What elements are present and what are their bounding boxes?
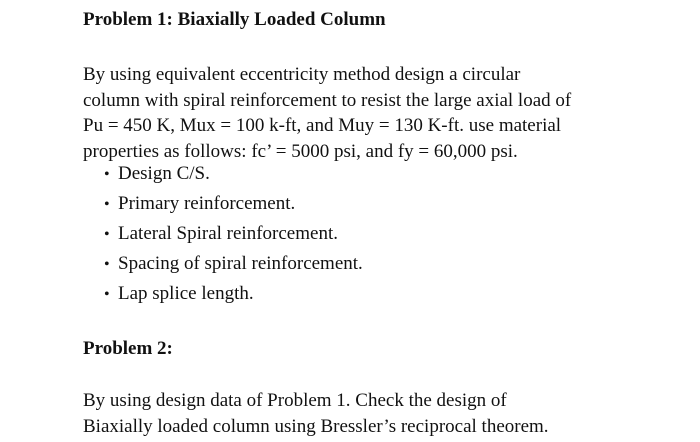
list-item-text: Lateral Spiral reinforcement. — [118, 223, 338, 244]
statement-line: Biaxially loaded column using Bressler’s reciprocal theorem. — [83, 415, 549, 437]
list-item-text: Lap splice length. — [118, 283, 254, 304]
problem-2-statement — [83, 388, 643, 439]
list-item — [104, 191, 363, 221]
problem-2-title: Problem 2: — [83, 338, 173, 359]
list-item-text: Primary reinforcement. — [118, 193, 296, 214]
bullet-icon: • — [104, 196, 110, 213]
list-item-text: Spacing of spiral reinforcement. — [118, 253, 363, 274]
bullet-icon: • — [104, 226, 110, 243]
problem-1-title: Problem 1: Biaxially Loaded Column — [83, 9, 386, 30]
bullet-icon: • — [104, 286, 110, 303]
list-item — [104, 161, 363, 191]
statement-line: column with spiral reinforcement to resist the large axial load of — [83, 89, 572, 111]
statement-line: By using equivalent eccentricity method design a circular — [83, 64, 521, 85]
bullet-icon: • — [104, 256, 110, 273]
list-item-text: Design C/S. — [118, 163, 210, 184]
statement-line: Pu = 450 K, Mux = 100 k-ft, and Muy = 130 K-ft. use material — [83, 115, 562, 136]
list-item — [104, 251, 363, 281]
problem-1-statement — [83, 62, 643, 164]
statement-line: properties as follows: fc’ = 5000 psi, and fy = 60,000 psi. — [83, 140, 518, 162]
statement-line: By using design data of Problem 1. Check the design of — [83, 390, 507, 411]
list-item — [104, 221, 363, 251]
requirements-list — [104, 161, 363, 311]
list-item — [104, 281, 363, 311]
bullet-icon: • — [104, 166, 110, 183]
